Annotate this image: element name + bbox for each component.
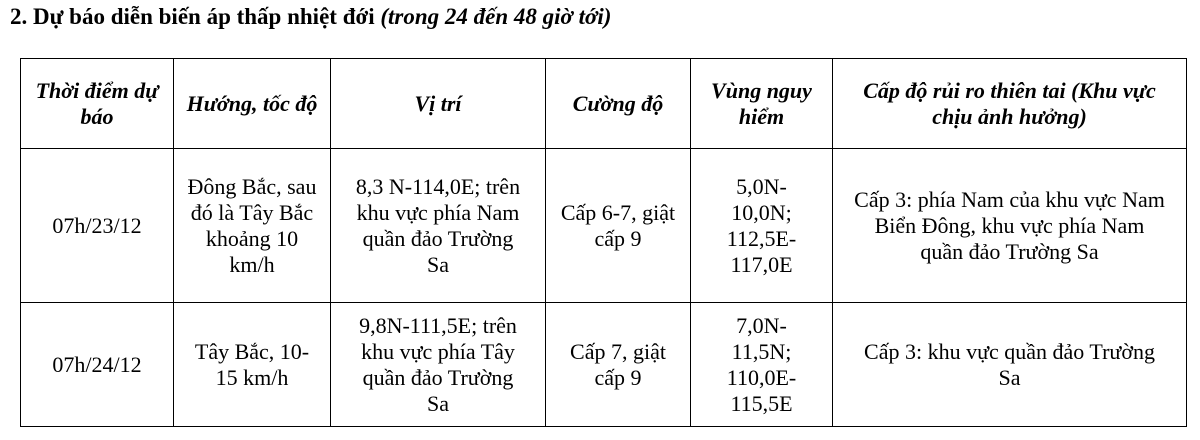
heading-italic: (trong 24 đến 48 giờ tới) bbox=[380, 4, 612, 29]
forecast-table bbox=[20, 58, 1187, 427]
cell-intensity: Cấp 7, giật cấp 9 bbox=[546, 303, 691, 427]
cell-time: 07h/24/12 bbox=[21, 303, 174, 427]
cell-risk: Cấp 3: phía Nam của khu vực Nam Biển Đông, khu vực phía Nam quần đảo Trường Sa bbox=[833, 149, 1187, 303]
header-danger-zone: Vùng nguy hiểm bbox=[691, 59, 833, 149]
heading-main: 2. Dự báo diễn biến áp thấp nhiệt đới bbox=[10, 4, 381, 29]
header-risk: Cấp độ rủi ro thiên tai (Khu vực chịu ảnh hưởng) bbox=[833, 59, 1187, 149]
cell-position: 8,3 N-114,0E; trên khu vực phía Nam quần đảo Trường Sa bbox=[331, 149, 546, 303]
cell-direction: Tây Bắc, 10-15 km/h bbox=[174, 303, 331, 427]
header-time: Thời điểm dự báo bbox=[21, 59, 174, 149]
cell-position: 9,8N-111,5E; trên khu vực phía Tây quần đảo Trường Sa bbox=[331, 303, 546, 427]
cell-risk: Cấp 3: khu vực quần đảo Trường Sa bbox=[833, 303, 1187, 427]
header-position: Vị trí bbox=[331, 59, 546, 149]
cell-time: 07h/23/12 bbox=[21, 149, 174, 303]
cell-intensity: Cấp 6-7, giật cấp 9 bbox=[546, 149, 691, 303]
cell-danger-zone: 5,0N-10,0N; 112,5E-117,0E bbox=[691, 149, 833, 303]
header-direction: Hướng, tốc độ bbox=[174, 59, 331, 149]
cell-danger-zone: 7,0N-11,5N; 110,0E-115,5E bbox=[691, 303, 833, 427]
table-header-row bbox=[21, 59, 1187, 149]
cell-direction: Đông Bắc, sau đó là Tây Bắc khoảng 10 km/h bbox=[174, 149, 331, 303]
table-row bbox=[21, 303, 1187, 427]
table-row bbox=[21, 149, 1187, 303]
header-intensity: Cường độ bbox=[546, 59, 691, 149]
section-heading bbox=[10, 2, 611, 32]
